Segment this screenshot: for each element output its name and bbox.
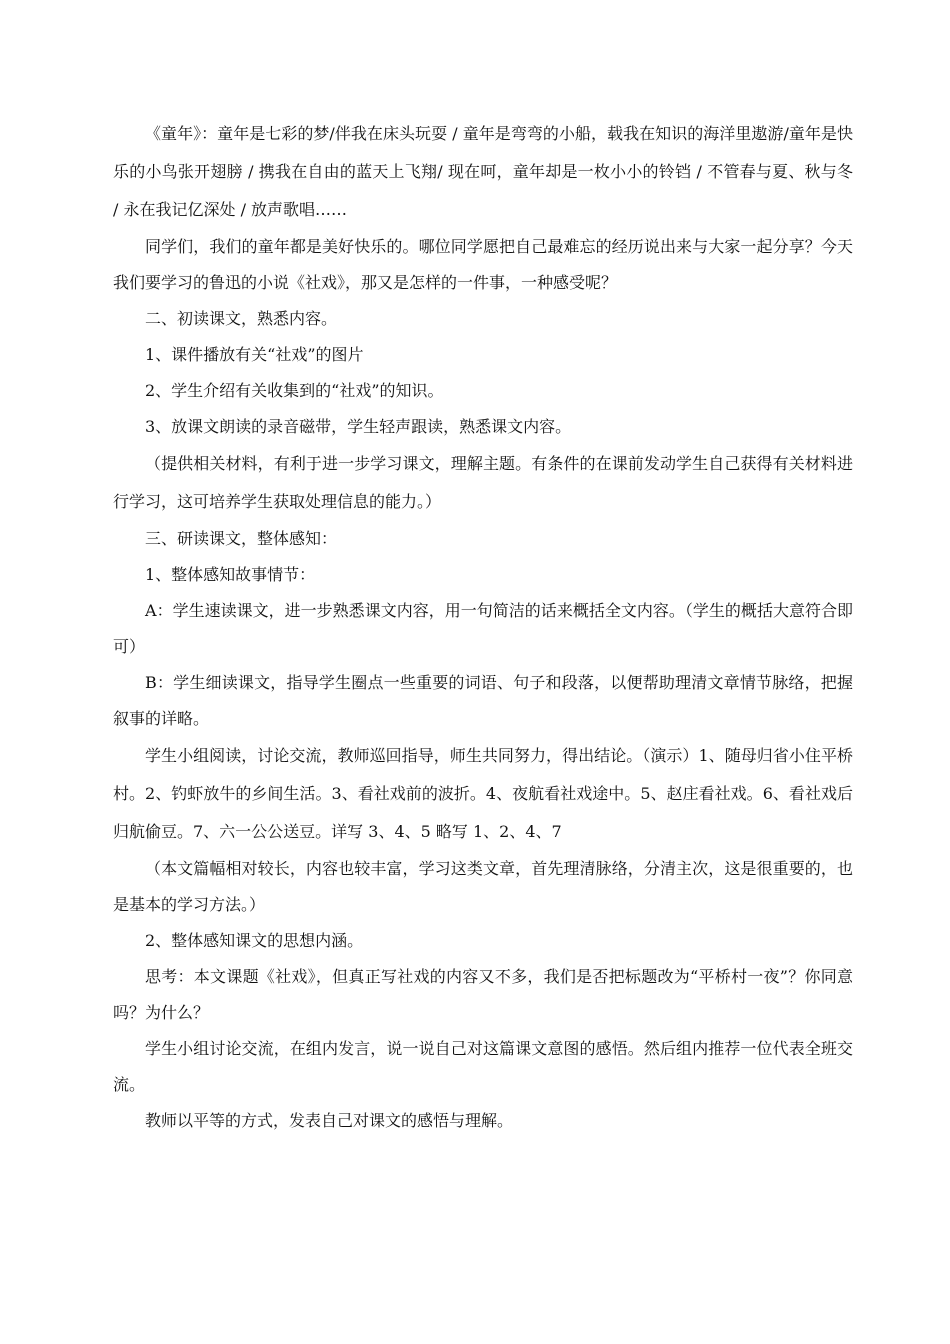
- list-item: 2、学生介绍有关收集到的“社戏”的知识。: [145, 381, 444, 400]
- note-paragraph: （本文篇幅相对较长，内容也较丰富，学习这类文章，首先理清脉络，分清主次，这是很重要的，也是基本的学习方法。）: [113, 859, 853, 914]
- question-paragraph: 思考：本文课题《社戏》，但真正写社戏的内容又不多，我们是否把标题改为“平桥村一夜”？你同意吗？为什么？: [113, 967, 853, 1022]
- subheading-plot: 1、整体感知故事情节：: [145, 565, 316, 584]
- list-item: 3、放课文朗读的录音磁带，学生轻声跟读，熟悉课文内容。: [145, 417, 572, 436]
- subheading-theme: 2、整体感知课文的思想内涵。: [145, 931, 364, 950]
- paragraph-b: B：学生细读课文，指导学生圈点一些重要的词语、句子和段落，以便帮助理清文章情节脉络，把握叙事的详略。: [113, 673, 853, 728]
- teacher-paragraph: 教师以平等的方式，发表自己对课文的感悟与理解。: [145, 1111, 514, 1130]
- intro-paragraph: 同学们，我们的童年都是美好快乐的。哪位同学愿把自己最难忘的经历说出来与大家一起分享？今天我们要学习的鲁迅的小说《社戏》，那又是怎样的一件事，一种感受呢？: [113, 237, 853, 292]
- paragraph-a: A：学生速读课文，进一步熟悉课文内容，用一句简洁的话来概括全文内容。（学生的概括大意符合即可）: [113, 601, 853, 656]
- discussion-paragraph: 学生小组讨论交流，在组内发言，说一说自己对这篇课文意图的感悟。然后组内推荐一位代表全班交流。: [113, 1039, 853, 1094]
- note-paragraph: （提供相关材料，有利于进一步学习课文，理解主题。有条件的在课前发动学生自己获得有关材料进行学习，这可培养学生获取处理信息的能力。）: [113, 454, 853, 511]
- section-heading-first-reading: 二、初读课文，熟悉内容。: [145, 309, 338, 328]
- conclusion-paragraph: 学生小组阅读，讨论交流，教师巡回指导，师生共同努力，得出结论。（演示）1、随母归省小住平桥村。2、钓虾放牛的乡间生活。3、看社戏前的波折。4、夜航看社戏途中。5、赵庄看社戏。6、看社戏后归航偷豆。7、六一公公送豆。详写 3、4、5 略写 1、2、4、7: [113, 746, 853, 841]
- poem-paragraph: 《童年》：童年是七彩的梦/伴我在床头玩耍 / 童年是弯弯的小船，载我在知识的海洋里遨游/童年是快乐的小鸟张开翅膀 / 携我在自由的蓝天上飞翔/ 现在呵，童年却是一枚小小的铃铛 / 不管春与夏、秋与冬 / 永在我记亿深处 / 放声歌唱……: [113, 124, 853, 219]
- list-item: 1、课件播放有关“社戏”的图片: [145, 345, 364, 364]
- document-body: [113, 115, 853, 1139]
- section-heading-study: 三、研读课文，整体感知：: [145, 529, 338, 548]
